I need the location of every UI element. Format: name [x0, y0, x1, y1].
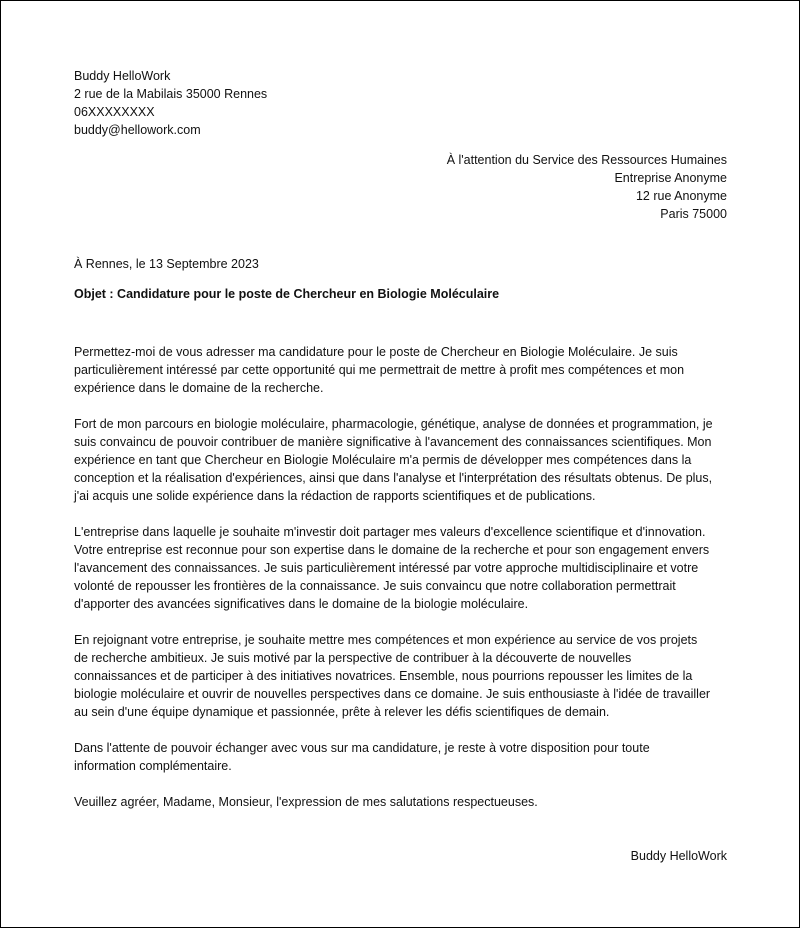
recipient-company: Entreprise Anonyme: [614, 171, 727, 185]
paragraph-line: l'avancement des connaissances. Je suis particulièrement intéressé par votre approche multidisciplinaire et votre: [74, 561, 699, 575]
paragraph-line: expérience dans le domaine de la recherche.: [74, 381, 324, 395]
letter-date: À Rennes, le 13 Septembre 2023: [74, 257, 259, 271]
sender-address: 2 rue de la Mabilais 35000 Rennes: [74, 87, 268, 101]
letter-body: [74, 343, 730, 793]
letter-subject: Objet : Candidature pour le poste de Chercheur en Biologie Moléculaire: [74, 287, 500, 301]
sender-email: buddy@hellowork.com: [74, 123, 201, 137]
paragraph-line: expérience en tant que Chercheur en Biologie Moléculaire m'a permis de développer mes compétences dans la: [74, 453, 692, 467]
recipient-street: 12 rue Anonyme: [635, 189, 727, 203]
letter-signature: Buddy HelloWork: [630, 849, 727, 863]
recipient-block: [307, 151, 727, 223]
sender-name: Buddy HelloWork: [74, 69, 171, 83]
paragraph-line: particulièrement intéressé par cette opportunité qui me permettrait de mettre à profit mes compétences et mon: [74, 363, 685, 377]
paragraph-line: j'ai acquis une solide expérience dans la rédaction de rapports scientifiques et de publications.: [74, 489, 596, 503]
paragraph-line: de recherche ambitieux. Je suis motivé par la perspective de contribuer à la découverte de nouvelles: [74, 651, 632, 665]
recipient-city: Paris 75000: [660, 207, 727, 221]
paragraph-line: d'apporter des avancées significatives dans le domaine de la biologie moléculaire.: [74, 597, 529, 611]
paragraph-availability: [74, 739, 730, 775]
paragraph-line: En rejoignant votre entreprise, je souhaite mettre mes compétences et mon expérience au service de vos projets: [74, 633, 698, 647]
paragraph-line: L'entreprise dans laquelle je souhaite m'investir doit partager mes valeurs d'excellence scientifique et d'innovation.: [74, 525, 706, 539]
paragraph-line: au sein d'une équipe dynamique et passionnée, prête à relever les défis scientifiques de demain.: [74, 705, 610, 719]
paragraph-line: Dans l'attente de pouvoir échanger avec vous sur ma candidature, je reste à votre disposition pour toute: [74, 741, 650, 755]
paragraph-line: biologie moléculaire et ouvrir de nouvelles perspectives dans ce domaine. Je suis enthousiaste à l'idée de travailler: [74, 687, 711, 701]
paragraph-line: connaissances et de participer à des initiatives novatrices. Ensemble, nous pourrions repousser les limites de la: [74, 669, 693, 683]
paragraph-line: volonté de repousser les frontières de la connaissance. Je suis convaincu que notre collaboration permettrait: [74, 579, 676, 593]
paragraph-line: suis convaincu de pouvoir contribuer de manière significative à l'avancement des connaissances scientifiques. Mon: [74, 435, 712, 449]
paragraph-line: conception et la réalisation d'expériences, ainsi que dans l'analyse et l'interprétation des résultats obtenus. De plus,: [74, 471, 713, 485]
paragraph-line: Votre entreprise est reconnue pour son expertise dans le domaine de la recherche et pour son engagement envers: [74, 543, 710, 557]
paragraph-line: Fort de mon parcours en biologie moléculaire, pharmacologie, génétique, analyse de données et programmation, je: [74, 417, 713, 431]
paragraph-background: [74, 415, 730, 505]
paragraph-company: [74, 523, 730, 613]
sender-block: [74, 67, 474, 139]
recipient-attention: À l'attention du Service des Ressources Humaines: [446, 153, 727, 167]
paragraph-line: information complémentaire.: [74, 759, 232, 773]
paragraph-intro: [74, 343, 730, 397]
letter-closing: Veuillez agréer, Madame, Monsieur, l'expression de mes salutations respectueuses.: [74, 795, 538, 809]
paragraph-line: Permettez-moi de vous adresser ma candidature pour le poste de Chercheur en Biologie Moléculaire. Je suis: [74, 345, 678, 359]
sender-phone: 06XXXXXXXX: [74, 105, 155, 119]
paragraph-motivation: [74, 631, 730, 721]
